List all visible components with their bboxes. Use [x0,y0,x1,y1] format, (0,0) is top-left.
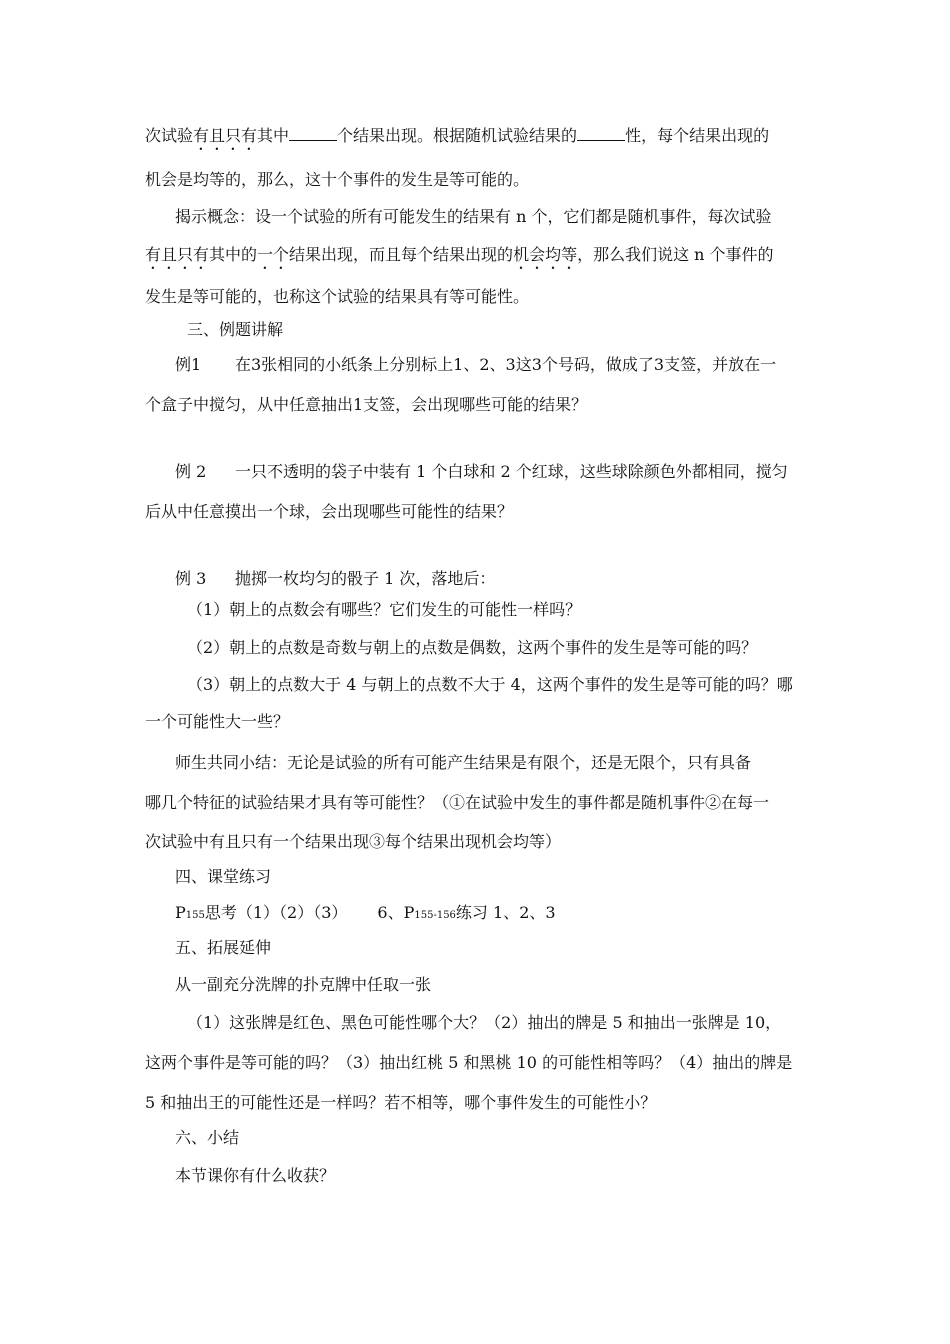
text: P [175,903,186,922]
fill-blank [577,126,625,141]
text: 个结果出现。根据随机试验结果的 [337,126,578,145]
text: 在3张相同的小纸条上分别标上1、2、3这3个号码，做成了3支签，并放在一 [235,355,777,374]
example-line [175,462,845,482]
paragraph-line: 次试验中有且只有一个结果出现③每个结果出现机会均等） [145,832,562,851]
question-line: （2）朝上的点数是奇数与朝上的点数是偶数，这两个事件的发生是等可能的吗？ [187,638,758,657]
subscript: 155 [185,910,205,921]
example-label: 例 3 [175,569,207,588]
section-heading: 四、课堂练习 [175,867,272,886]
paragraph-line: 个盒子中搅匀，从中任意抽出1支签，会出现哪些可能的结果？ [145,395,588,414]
paragraph-line: 哪几个特征的试验结果才具有等可能性？（①在试验中发生的事件都是随机事件②在每一 [145,793,770,812]
text: ，那么我们说这 n 个事件的 [577,245,774,264]
section-heading: 五、拓展延伸 [175,938,272,957]
text: 一只不透明的袋子中装有 1 个白球和 2 个红球，这些球除颜色外都相同，搅匀 [235,462,788,481]
example-line [175,569,845,589]
paragraph-line: 本节课你有什么收获？ [175,1166,336,1185]
question-line: （3）朝上的点数大于 4 与朝上的点数不大于 4，这两个事件的发生是等可能的吗？哪 [187,675,793,694]
paragraph-line: 发生是等可能的，也称这个试验的结果具有等可能性。 [145,287,530,306]
paragraph-line: （1）这张牌是红色、黑色可能性哪个大？（2）抽出的牌是 5 和抽出一张牌是 10， [187,1013,782,1032]
emphasized-text: 一个 [257,245,290,264]
paragraph-line: 揭示概念：设一个试验的所有可能发生的结果有 n 个，它们都是随机事件，每次试验 [175,207,772,226]
text: 结果出现，而且每个结果出现的 [289,245,514,264]
paragraph-line: 5 和抽出王的可能性还是一样吗？若不相等，哪个事件发生的可能性小？ [145,1093,657,1112]
paragraph-line: 机会是均等的，那么，这十个事件的发生是等可能的。 [145,170,530,189]
example-line [175,355,845,375]
emphasized-text: 有且只有 [145,245,210,264]
fill-blank [289,126,337,141]
emphasized-text: 有且只有 [193,126,258,145]
exercise-line [175,903,845,926]
paragraph-line: 这两个事件是等可能的吗？（3）抽出红桃 5 和黑桃 10 的可能性相等吗？（4）抽出的牌是 [145,1053,793,1072]
paragraph-line: 从一副充分洗牌的扑克牌中任取一张 [175,975,432,994]
text: 其中的 [209,245,258,264]
paragraph-line [145,126,815,154]
paragraph-line: 后从中任意摸出一个球，会出现哪些可能性的结果？ [145,502,514,521]
text: 性，每个结果出现的 [625,126,770,145]
section-heading: 三、例题讲解 [187,320,284,339]
text: 6、P [377,903,415,922]
text: 次试验 [145,126,194,145]
text: 抛掷一枚均匀的骰子 1 次，落地后： [235,569,496,588]
paragraph-line: 师生共同小结：无论是试验的所有可能产生结果是有限个，还是无限个，只有具备 [175,753,752,772]
text: 练习 1、2、3 [455,903,556,922]
emphasized-text: 机会均等 [513,245,578,264]
paragraph-line: 一个可能性大一些？ [145,712,290,731]
subscript: 155-156 [414,910,456,921]
text: 思考（1）（2）（3） [204,903,348,922]
example-label: 例1 [175,355,202,374]
question-line: （1）朝上的点数会有哪些？它们发生的可能性一样吗？ [187,600,582,619]
example-label: 例 2 [175,462,207,481]
section-heading: 六、小结 [175,1128,240,1147]
text: 其中 [257,126,290,145]
paragraph-line [145,245,815,273]
